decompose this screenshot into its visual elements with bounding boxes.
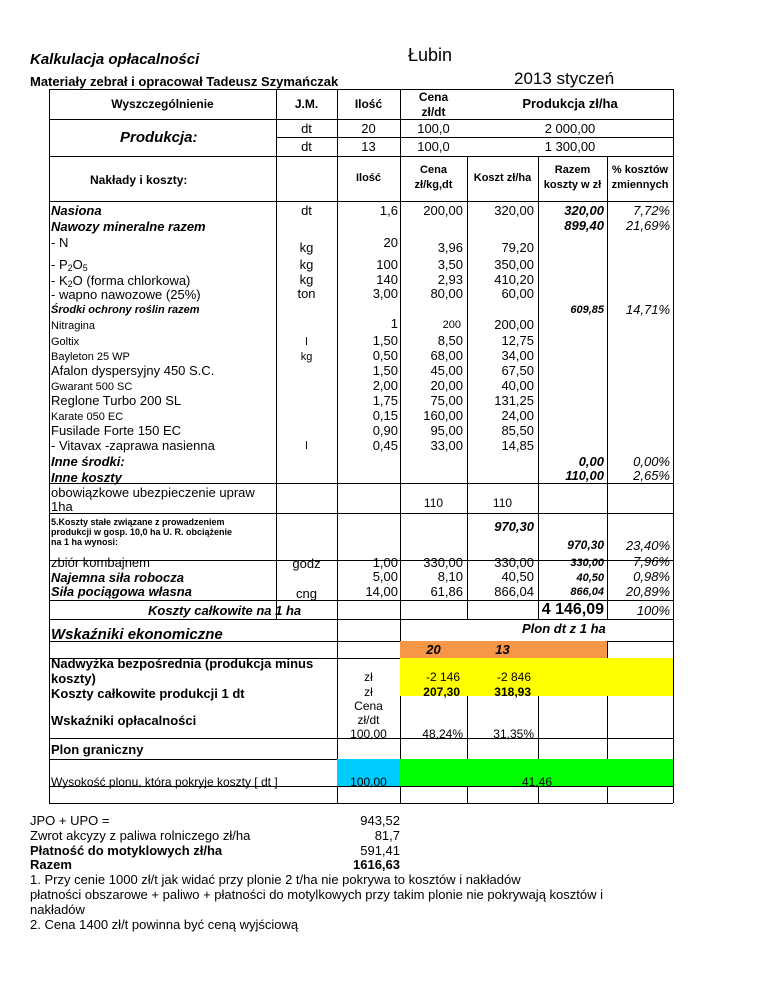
list-item-cena: 95,00 (430, 423, 463, 438)
inne-srodki-razem: 0,00 (578, 454, 604, 469)
prod2-value: 1 300,00 (544, 139, 596, 154)
prod1-cena: 100,0 (417, 121, 450, 136)
zbior-label: zbiór kombajnem (51, 555, 150, 570)
zbior-razem: 330,00 (570, 557, 604, 569)
k-cena: 2,93 (437, 272, 463, 287)
inne-srodki-procent: 0,00% (633, 454, 670, 469)
nadwyzka-v2: -2 846 (496, 670, 531, 684)
list-item-cena: 45,00 (430, 363, 463, 378)
prod1-jm: dt (301, 121, 312, 136)
srodki-razem: 609,85 (570, 304, 604, 316)
produkcja-label: Produkcja: (120, 129, 198, 146)
author: Materiały zebrał i opracował Tadeusz Szymańczak (30, 74, 339, 89)
plon1: 20 (426, 642, 441, 657)
koszty-stale-label3: na 1 ha wynosi: (51, 537, 119, 547)
list-item-jm: kg (300, 351, 313, 363)
nawozy-razem: 899,40 (564, 218, 604, 233)
list-item-koszt: 200,00 (494, 317, 534, 332)
wapno-ilosc: 3,00 (372, 286, 398, 301)
wapno-jm: ton (297, 286, 316, 301)
list-item: Afalon dyspersyjny 450 S.C. (51, 363, 215, 378)
koszty-stale-razem: 970,30 (567, 538, 604, 552)
list-item: Reglone Turbo 200 SL (51, 393, 182, 408)
list-item-cena: 200 (442, 319, 461, 331)
nasiona-razem: 320,00 (564, 203, 604, 218)
srodki-label: Środki ochrony roślin razem (51, 304, 200, 316)
prod1-ilosc: 20 (361, 121, 376, 136)
koszty-stale-procent: 23,40% (625, 538, 670, 553)
list-item-koszt: 34,00 (501, 348, 534, 363)
prod2-cena: 100,0 (417, 139, 450, 154)
inne-koszty-label: Inne koszty (51, 470, 122, 485)
inne-koszty-procent: 2,65% (633, 468, 670, 483)
list-item-cena: 160,00 (423, 408, 463, 423)
plon2: 13 (495, 642, 510, 657)
wys-value: 41,46 (521, 775, 553, 789)
list-item: Karate 050 EC (51, 411, 124, 423)
akcyza-value: 81,7 (374, 828, 400, 843)
note-4: 2. Cena 1400 zł/t powinna być ceną wyjściową (30, 917, 299, 932)
prod2-jm: dt (301, 139, 312, 154)
plon-label: Plon dt z 1 ha (522, 621, 606, 636)
nasiona-koszt: 320,00 (494, 203, 534, 218)
zbior-ilosc: 1,00 (372, 555, 398, 570)
list-item: Nitragina (51, 320, 96, 332)
list-item-koszt: 67,50 (501, 363, 534, 378)
list-item-ilosc: 0,50 (372, 348, 398, 363)
najemna-razem: 40,50 (576, 572, 604, 584)
p-koszt: 350,00 (494, 257, 534, 272)
wapno-koszt: 60,00 (501, 286, 534, 301)
zbior-koszt: 330,00 (494, 555, 534, 570)
najemna-procent: 0,98% (633, 569, 670, 584)
ubezpieczenie-label2: 1ha (51, 499, 73, 514)
list-item-ilosc: 2,00 (372, 378, 398, 393)
k-ilosc: 140 (376, 272, 398, 287)
nasiona-procent: 7,72% (633, 203, 670, 218)
zbior-jm: godz (292, 556, 321, 571)
list-item-koszt: 85,50 (501, 423, 534, 438)
doc-title: Kalkulacja opłacalności (30, 51, 200, 68)
list-item-cena: 68,00 (430, 348, 463, 363)
op-label: Wskaźniki opłacalności (51, 713, 197, 728)
pociagowa-razem: 866,04 (570, 586, 604, 598)
location: Łubin (408, 45, 453, 65)
prod1-value: 2 000,00 (544, 121, 596, 136)
nadwyzka-jm: zł (364, 670, 373, 684)
kc-label: Koszty całkowite produkcji 1 dt (51, 686, 245, 701)
n-cena: 3,96 (437, 240, 463, 255)
naklady-label: Nakłady i koszty: (90, 173, 188, 187)
n-ilosc: 20 (383, 235, 398, 250)
list-item: Goltix (51, 336, 80, 348)
najemna-ilosc: 5,00 (372, 569, 398, 584)
naklady-procent2: zmiennych (611, 179, 669, 191)
list-item: Gwarant 500 SC (51, 381, 133, 393)
motyl-value: 591,41 (360, 843, 400, 858)
k-koszt: 410,20 (494, 272, 534, 287)
wys-label: Wysokość plonu, która pokryje koszty [ dt ] (51, 775, 278, 789)
list-item-ilosc: 1,75 (372, 393, 398, 408)
k-jm: kg (299, 272, 314, 287)
najemna-cena: 8,10 (437, 569, 463, 584)
ubezpieczenie-label: obowiązkowe ubezpieczenie upraw (51, 485, 255, 500)
list-item-ilosc: 0,45 (372, 438, 398, 453)
list-item: Fusilade Forte 150 EC (51, 423, 182, 438)
wskazniki-title: Wskaźniki ekonomiczne (51, 626, 223, 643)
list-item-koszt: 14,85 (501, 438, 534, 453)
list-item-cena: 75,00 (430, 393, 463, 408)
list-item-koszt: 12,75 (501, 333, 534, 348)
razem-label: Razem (30, 857, 72, 872)
ubezpieczenie-cena: 110 (423, 496, 444, 510)
koszty-stale-koszt: 970,30 (494, 519, 534, 534)
col-jm: J.M. (294, 97, 319, 111)
ubezpieczenie-koszt: 110 (492, 496, 513, 510)
date: 2013 styczeń (514, 69, 615, 88)
motyl-label: Płatność do motyklowych zł/ha (30, 843, 223, 858)
col-cena-unit: zł/dt (421, 105, 446, 119)
col-wyszczegolnienie: Wyszczególnienie (111, 97, 214, 111)
n-jm: kg (299, 240, 314, 255)
note-1: 1. Przy cenie 1000 zł/t jak widać przy plonie 2 t/ha nie pokrywa to kosztów i nakładów (30, 872, 521, 887)
najemna-label: Najemna siła robocza (51, 570, 184, 585)
plon-graniczny: Plon graniczny (51, 742, 144, 757)
naklady-razem2: koszty w zł (543, 179, 602, 191)
naklady-procent: % kosztów (611, 164, 669, 176)
zbior-procent: 7,96% (633, 554, 670, 569)
op-cena: 100,00 (350, 727, 387, 741)
koszty-calkowite-razem: 4 146,09 (541, 601, 604, 618)
kc-v2: 318,93 (494, 685, 531, 699)
list-item-jm: l (305, 440, 308, 452)
n-koszt: 79,20 (501, 240, 534, 255)
pociagowa-koszt: 866,04 (494, 584, 534, 599)
list-item-koszt: 40,00 (501, 378, 534, 393)
inne-koszty-razem: 110,00 (565, 468, 604, 483)
p-cena: 3,50 (437, 257, 463, 272)
list-item-cena: 33,00 (430, 438, 463, 453)
nawozy-label: Nawozy mineralne razem (51, 219, 206, 234)
k-label: - $K_2O$ (forma chlorkowa) (51, 273, 191, 289)
list-item-ilosc: 1 (390, 316, 398, 331)
koszty-calkowite-label: Koszty całkowite na 1 ha (148, 603, 302, 618)
naklady-cena: Cena (420, 164, 447, 176)
wys-cena: 100,00 (350, 775, 387, 789)
zbior-cena: 330,00 (423, 555, 463, 570)
col-produkcja: Produkcja zł/ha (522, 96, 618, 111)
op-v1: 48,24% (422, 727, 463, 741)
list-item: - Vitavax -zaprawa nasienna (51, 438, 215, 453)
koszty-stale-label: 5.Koszty stałe związane z prowadzeniem (51, 517, 225, 527)
naklady-ilosc: Ilość (355, 172, 382, 184)
p-ilosc: 100 (376, 257, 398, 272)
col-cena: Cena (418, 90, 449, 104)
naklady-cena-unit: zł/kg,dt (414, 179, 453, 191)
razem-value: 1616,63 (353, 857, 400, 872)
akcyza-label: Zwrot akcyzy z paliwa rolniczego zł/ha (30, 828, 251, 843)
nasiona-cena: 200,00 (423, 203, 463, 218)
prod2-ilosc: 13 (361, 139, 376, 154)
list-item: Bayleton 25 WP (51, 351, 130, 363)
n-label: - N (51, 235, 69, 250)
nasiona-ilosc: 1,6 (379, 203, 398, 218)
nasiona-label: Nasiona (51, 203, 102, 218)
p-jm: kg (299, 257, 314, 272)
kc-v1: 207,30 (423, 685, 460, 699)
list-item-ilosc: 1,50 (372, 363, 398, 378)
wapno-label: - wapno nawozowe (25%) (51, 287, 201, 302)
pociagowa-ilosc: 14,00 (365, 584, 398, 599)
wapno-cena: 80,00 (430, 286, 463, 301)
list-item-cena: 20,00 (430, 378, 463, 393)
note-3: nakładów (30, 902, 85, 917)
inne-srodki-label: Inne środki: (51, 454, 125, 469)
list-item-ilosc: 0,90 (372, 423, 398, 438)
list-item-jm: l (305, 336, 308, 348)
naklady-razem: Razem (554, 164, 591, 176)
pociagowa-procent: 20,89% (625, 584, 670, 599)
jpo-value: 943,52 (360, 813, 400, 828)
list-item-cena: 8,50 (437, 333, 463, 348)
naklady-koszt: Koszt zł/ha (473, 172, 532, 184)
col-ilosc: Ilość (354, 97, 383, 111)
op-v2: 31,35% (493, 727, 534, 741)
op-jm1: Cena (354, 699, 383, 713)
najemna-koszt: 40,50 (501, 569, 534, 584)
list-item-ilosc: 0,15 (372, 408, 398, 423)
koszty-calkowite-procent: 100% (636, 603, 670, 618)
jpo-label: JPO + UPO = (30, 813, 110, 828)
srodki-procent: 14,71% (625, 302, 670, 317)
pociagowa-label: Siła pociągowa własna (51, 584, 192, 599)
list-item-koszt: 131,25 (494, 393, 534, 408)
pociagowa-jm: cng (296, 586, 317, 601)
kc-jm: zł (364, 685, 373, 699)
koszty-stale-label2: produkcji w gosp. 10,0 ha U. R. obciążenie (51, 527, 233, 537)
op-jm2: zł/dt (357, 713, 380, 727)
p-label: - $P_2O_5$ (51, 257, 88, 273)
nadwyzka-label2: koszty) (51, 671, 96, 686)
nawozy-procent: 21,69% (625, 218, 670, 233)
list-item-ilosc: 1,50 (372, 333, 398, 348)
nadwyzka-label: Nadwyżka bezpośrednia (produkcja minus (51, 656, 314, 671)
nasiona-jm: dt (301, 203, 312, 218)
note-2: płatności obszarowe + paliwo + płatności do motylkowych przy takim plonie nie pokrywają kosztów i (30, 887, 603, 902)
nadwyzka-v1: -2 146 (425, 670, 460, 684)
list-item-koszt: 24,00 (501, 408, 534, 423)
pociagowa-cena: 61,86 (430, 584, 463, 599)
